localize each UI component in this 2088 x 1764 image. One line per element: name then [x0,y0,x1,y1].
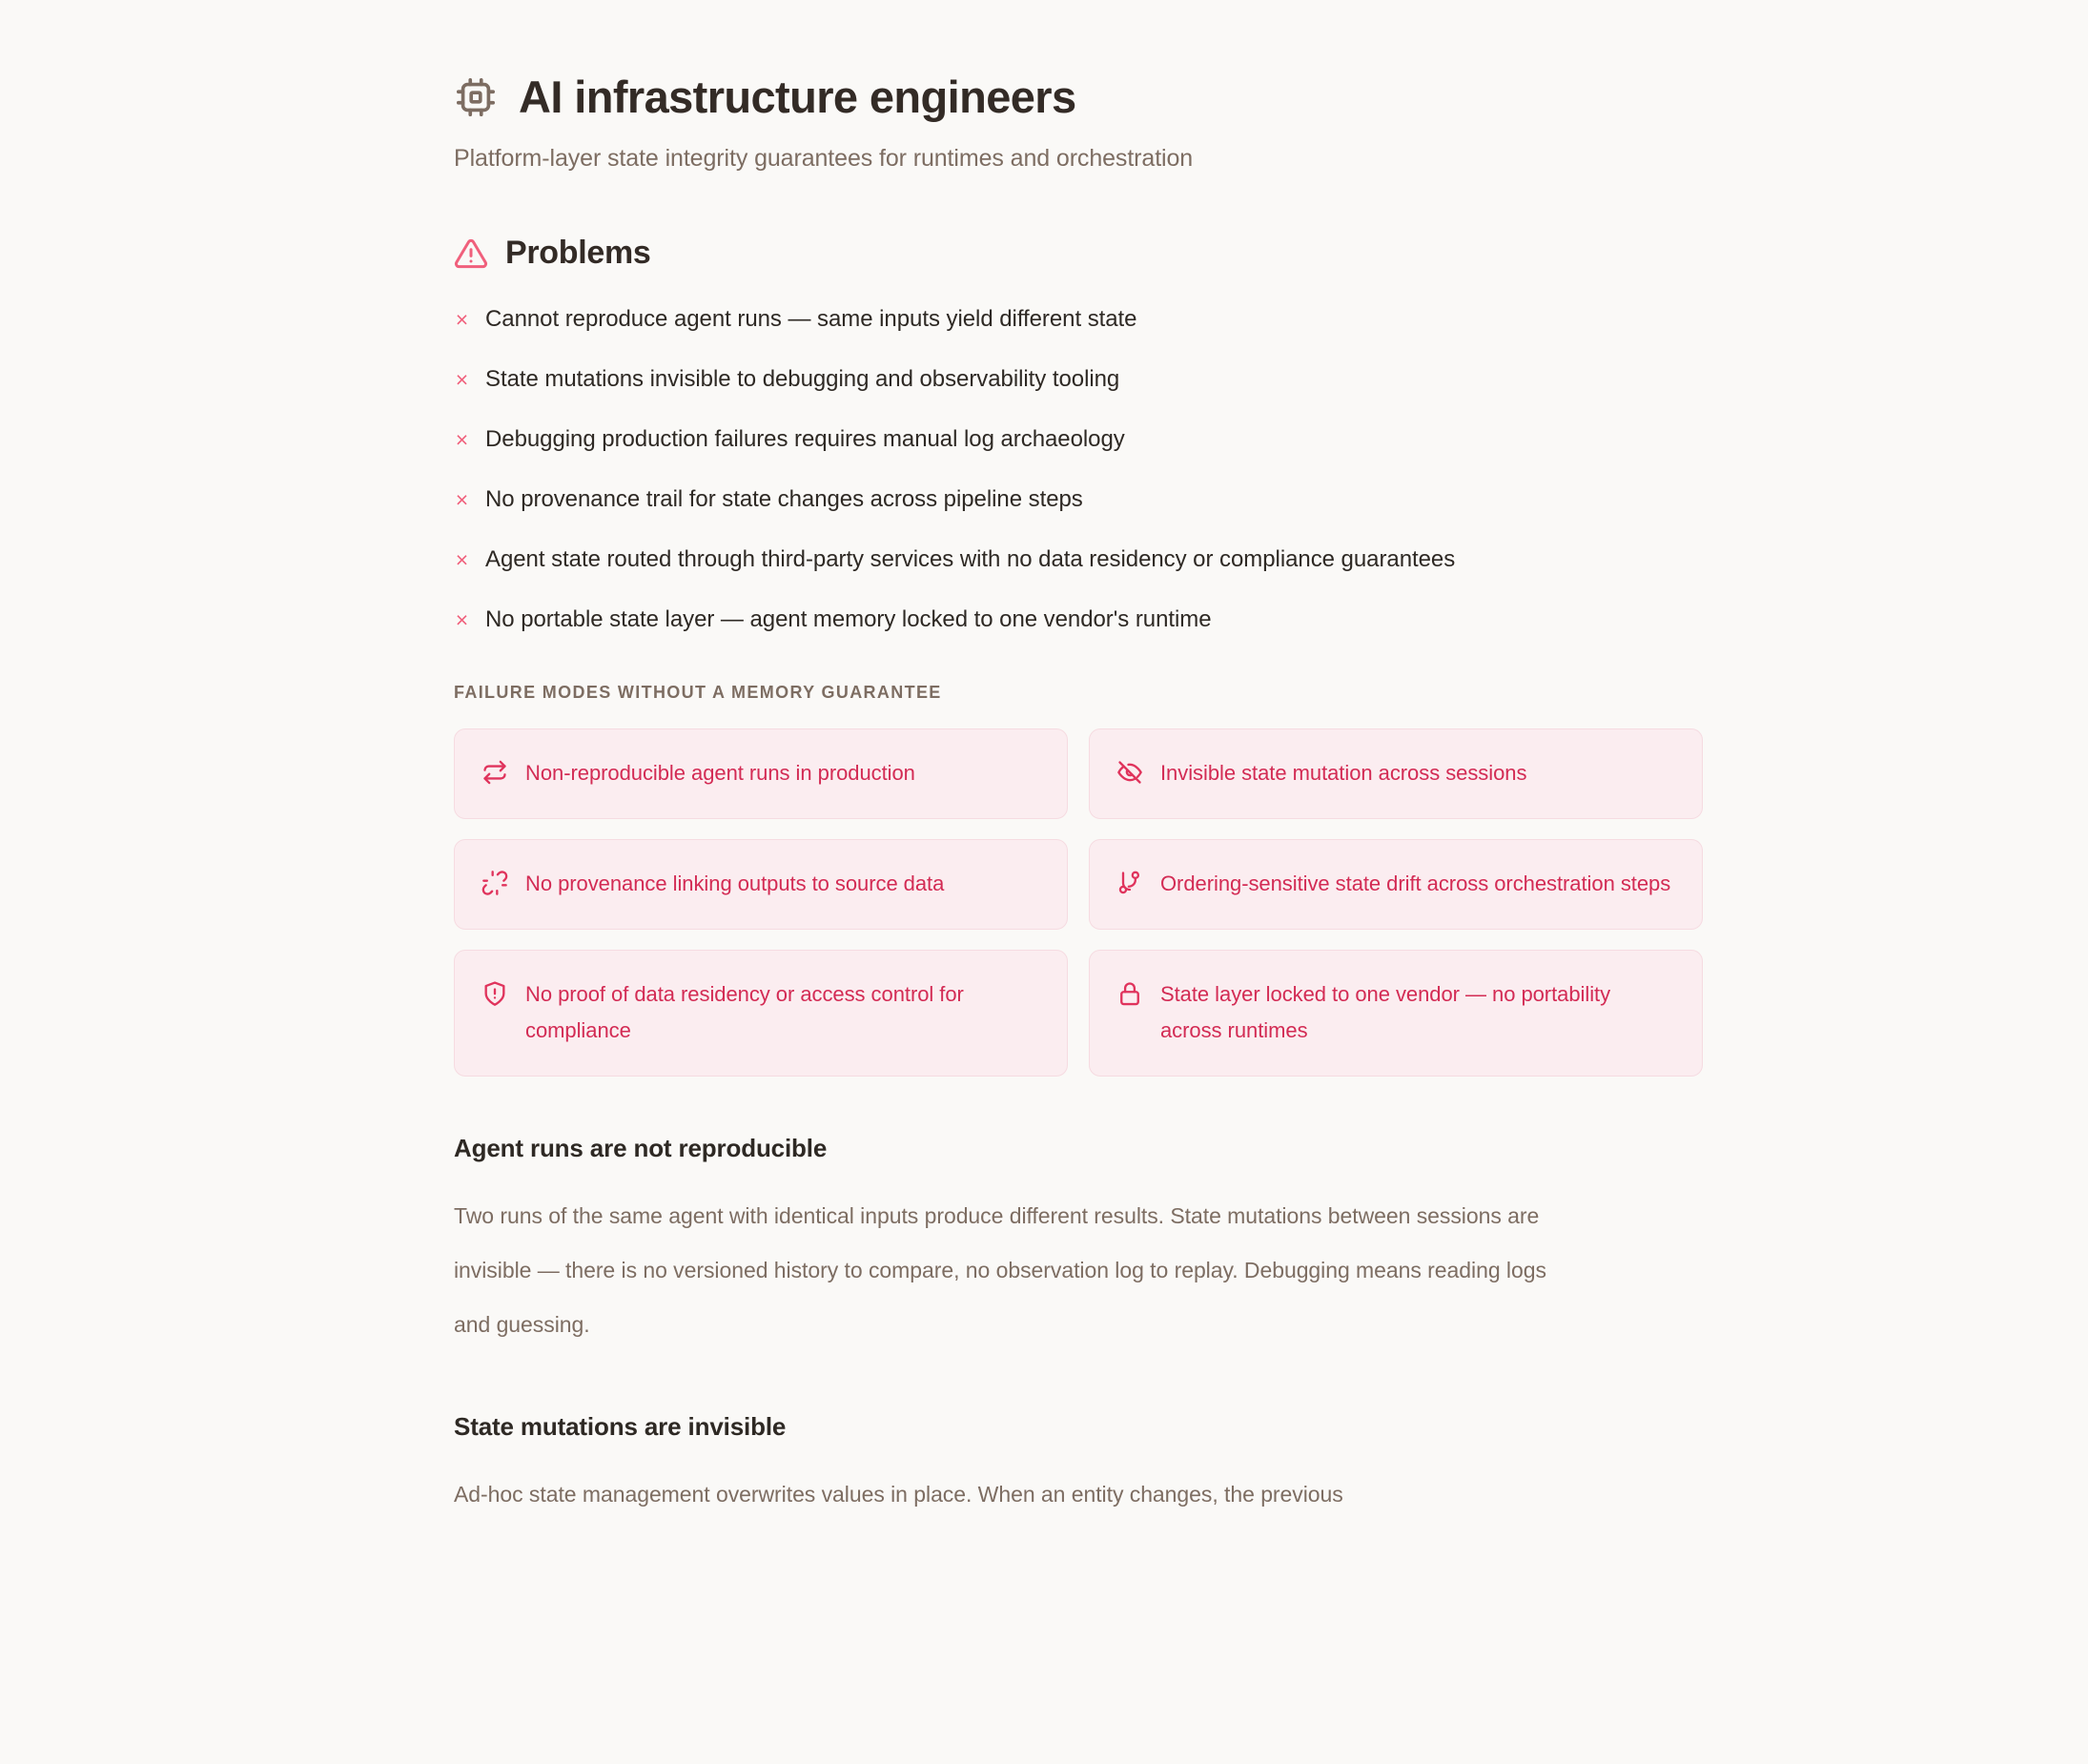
prose-body: Ad-hoc state management overwrites values in place. When an entity changes, the previous [454,1482,1343,1508]
lock-icon [1116,980,1143,1007]
prose-section-state-mutations [454,1412,1703,1522]
prose-heading: State mutations are invisible [454,1412,787,1442]
x-bullet-icon: × [455,487,469,513]
failure-mode-card [1089,950,1703,1077]
problem-text: Debugging production failures requires manual log archaeology [485,426,1125,453]
failure-mode-card [454,839,1068,930]
unlink-icon [481,870,508,896]
eye-off-icon [1116,759,1143,786]
prose-body: Two runs of the same agent with identical inputs produce different results. State mutations between sessions are invisible — there is no versioned history to compare, no observation log to replay. Debugging means reading logs and guessing. [454,1203,1546,1338]
cpu-chip-icon [454,75,498,119]
list-item [454,423,1703,456]
content-column [454,0,1703,1544]
failure-mode-card [1089,728,1703,819]
problems-heading-row [454,235,1703,272]
problem-list [454,303,1703,636]
prose-section-reproducibility [454,1134,1703,1352]
failure-mode-card [1089,839,1703,930]
problem-text: State mutations invisible to debugging and observability tooling [485,366,1120,393]
list-item [454,303,1703,336]
shield-alert-icon [481,980,508,1007]
page-header [454,0,1703,174]
page-subtitle: Platform-layer state integrity guarantees for runtimes and orchestration [454,144,1194,172]
x-bullet-icon: × [455,427,469,453]
x-bullet-icon: × [455,307,469,333]
failure-mode-text: Non-reproducible agent runs in production [525,761,915,786]
x-bullet-icon: × [455,607,469,633]
list-item [454,483,1703,516]
failure-mode-text: No provenance linking outputs to source data [525,872,945,896]
failure-mode-text: State layer locked to one vendor — no portability across runtimes [1160,982,1611,1043]
prose-heading: Agent runs are not reproducible [454,1134,828,1163]
x-bullet-icon: × [455,547,469,573]
page-title: AI infrastructure engineers [519,72,1076,122]
failure-mode-text: Invisible state mutation across sessions [1160,761,1527,786]
problem-text: Agent state routed through third-party services with no data residency or compliance guarantees [485,546,1456,573]
problems-section [454,235,1703,1077]
problems-title: Problems [505,235,651,272]
list-item [454,363,1703,396]
repeat-arrows-icon [481,759,508,786]
problem-text: No portable state layer — agent memory locked to one vendor's runtime [485,606,1212,633]
failure-mode-text: No proof of data residency or access control for compliance [525,982,964,1043]
problem-text: No provenance trail for state changes across pipeline steps [485,486,1083,513]
git-branch-icon [1116,870,1143,896]
failure-mode-text: Ordering-sensitive state drift across orchestration steps [1160,872,1671,896]
failure-modes-label: FAILURE MODES WITHOUT A MEMORY GUARANTEE [454,683,942,703]
alert-triangle-icon [454,236,488,271]
failure-modes-grid [454,728,1703,1077]
failure-mode-card [454,728,1068,819]
failure-mode-card [454,950,1068,1077]
title-row [454,72,1703,122]
x-bullet-icon: × [455,367,469,393]
list-item [454,544,1703,576]
problem-text: Cannot reproduce agent runs — same inputs yield different state [485,306,1137,333]
list-item [454,604,1703,636]
